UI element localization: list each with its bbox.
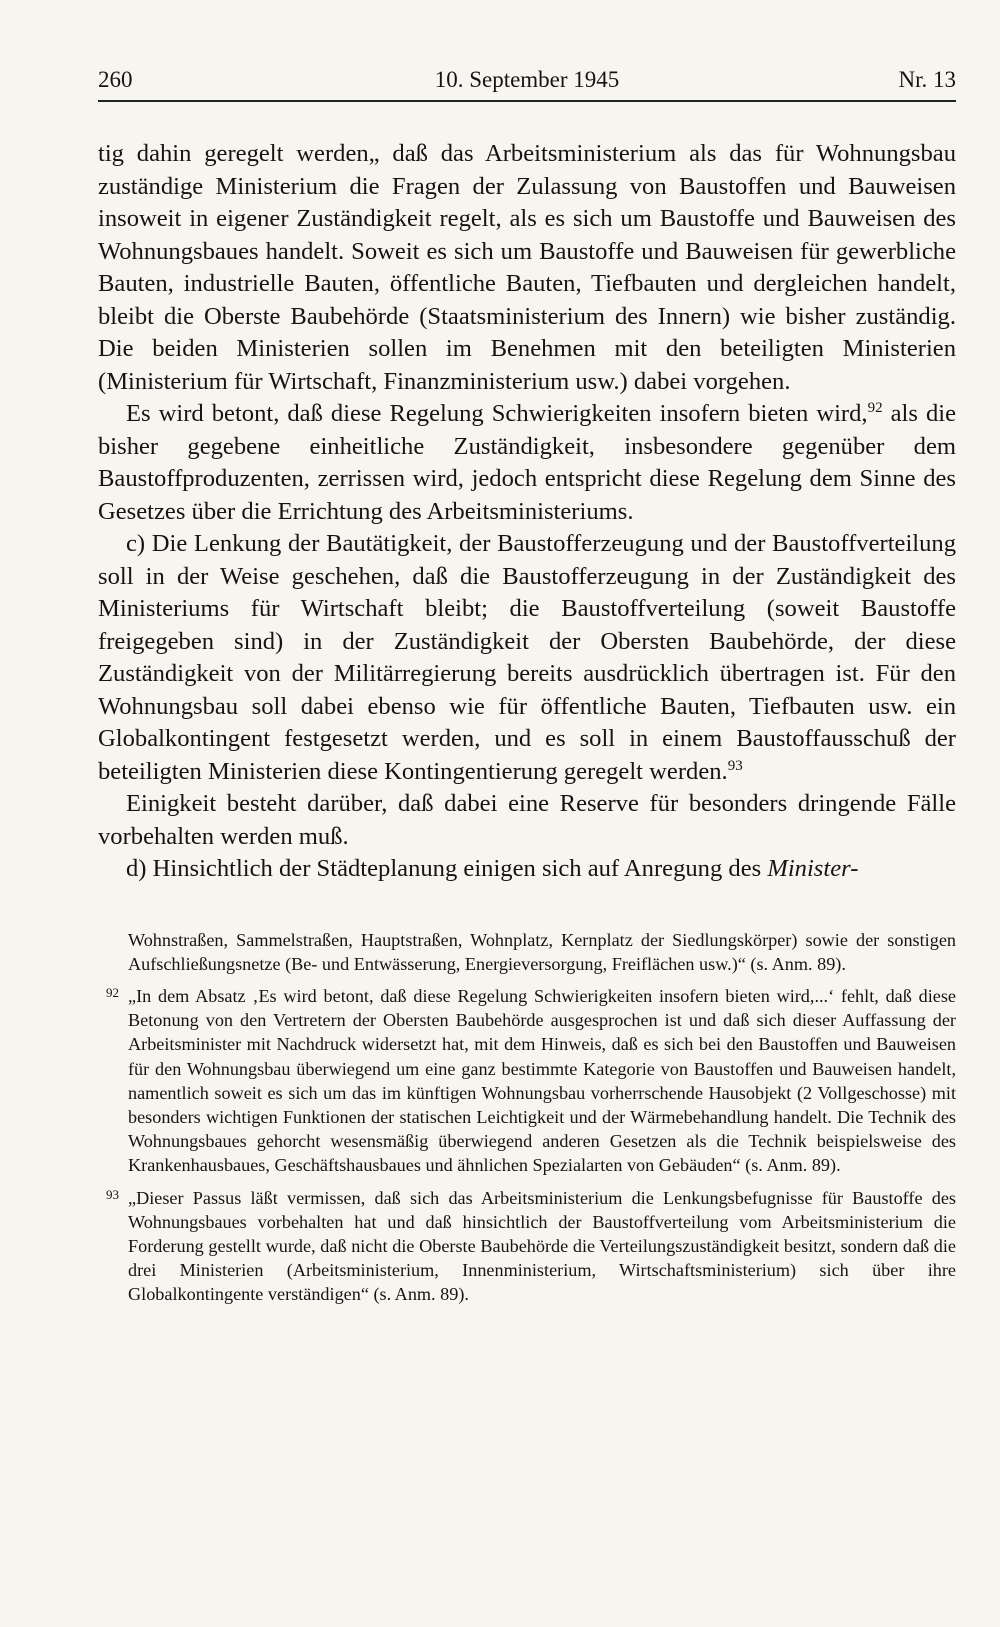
footnote-92-text: „In dem Absatz ‚Es wird betont, daß diese Regelung Schwierigkeiten insofern bieten wird,...‘ fehlt, daß diese Betonung von den Vertretern der Obersten Baubehörde ausgesprochen ist und daß sich dieser Auffassung der Arbeitsminister mit Nachdruck widersetzt hat, mit dem Hinweis, daß es sich bei den Baustoffen und Bauweisen für den Wohnungsbau überwiegend um eine ganz bestimmte Kategorie von Baustoffen und Bauweisen handelt, namentlich soweit es sich um das im künftigen Wohnungsbau vorherrschende Hausobjekt (2 Vollgeschosse) mit besonders wichtigen Funktionen der statischen Leichtigkeit und der Wärmebehandlung handelt. Die Technik des Wohnungsbaues gehorcht wesensmäßig überwiegend anderen Gesetzen als die Technik beispielsweise des Krankenhausbaues, Geschäftshausbaues und ähnlichen Spezialarten von Gebäuden“ (s. Anm. 89). — [128, 985, 956, 1176]
main-text — [98, 138, 956, 886]
footnote-91-continuation — [98, 928, 956, 976]
footnote-92 — [98, 984, 956, 1178]
header-rule — [98, 100, 956, 102]
footnotes — [98, 928, 956, 1307]
issue-number: Nr. 13 — [898, 67, 956, 92]
paragraph-d-text: d) Hinsichtlich der Städteplanung einigen sich auf Anregung des — [126, 855, 768, 882]
running-head-date: 10. September 1945 — [434, 67, 620, 92]
footnote-ref-92: 92 — [867, 400, 883, 416]
footnote-91-text: Wohnstraßen, Sammelstraßen, Hauptstraßen, Wohnplatz, Kernplatz der Siedlungskörper) sowie der sonstigen Aufschließungsnetze (Be- und Entwässerung, Energieversorgung, Freiflächen usw.)“ (s. Anm. 89). — [128, 929, 956, 974]
paragraph-d-italic: Minister- — [767, 855, 859, 882]
running-head — [98, 64, 956, 96]
paragraph-continuation: tig dahin geregelt werden„ daß das Arbeitsministerium als das für Wohnungsbau zuständige Ministerium die Fragen der Zulassung von Baustoffen und Bauweisen insoweit in eigener Zuständigkeit regelt, als es sich um Baustoffe und Bauweisen des Wohnungsbaues handelt. Soweit es sich um Baustoffe und Bauweisen für gewerbliche Bauten, industrielle Bauten, öffentliche Bauten, Tiefbauten und dergleichen handelt, bleibt die Oberste Baubehörde (Staatsministerium des Innern) wie bisher zuständig. Die beiden Ministerien sollen im Benehmen mit den beteiligten Ministerien (Ministerium für Wirtschaft, Finanzministerium usw.) dabei vorgehen. — [98, 140, 956, 395]
footnote-92-number: 92 — [106, 984, 119, 1000]
paragraph-d-staedteplanung — [98, 853, 956, 886]
paragraph-c-lenkung — [98, 528, 956, 788]
footnote-93-text: „Dieser Passus läßt vermissen, daß sich das Arbeitsministerium die Lenkungsbefugnisse für Baustoffe des Wohnungsbaues vorbehalten hat und daß hinsichtlich der Baustoffverteilung vom Arbeitsministerium die Forderung gestellt wurde, daß nicht die Oberste Baubehörde die Verteilungszuständigkeit besitzt, sondern daß die drei Ministerien (Arbeitsministerium, Innenministerium, Wirtschaftsministerium) sich über ihre Globalkontingente verständigen“ (s. Anm. 89). — [128, 1187, 956, 1305]
footnote-93-number: 93 — [106, 1186, 119, 1202]
paragraph-regelung-rest: als die bisher gegebene einheitliche Zuständigkeit, insbesondere gegenüber dem Baustoffproduzenten, zerrissen wird, jedoch entspricht diese Regelung dem Sinne des Gesetzes über die Errichtung des Arbeitsministeriums. — [98, 400, 956, 525]
paragraph-regelung — [98, 398, 956, 528]
paragraph-c-text: c) Die Lenkung der Bautätigkeit, der Baustofferzeugung und der Baustoffverteilung soll in der Weise geschehen, daß die Baustofferzeugung in der Zuständigkeit des Ministeriums für Wirtschaft bleibt; die Baustoffverteilung (soweit Baustoffe freigegeben sind) in der Zuständigkeit der Obersten Baubehörde, der diese Zuständigkeit von der Militärregierung bereits ausdrücklich übertragen ist. Für den Wohnungsbau soll dabei ebenso wie für öffentliche Bauten, Tiefbauten usw. ein Globalkontingent festgesetzt werden, und es soll in einem Baustoffausschuß der beteiligten Ministerien diese Kontingentierung geregelt werden. — [98, 530, 956, 785]
paragraph-regelung-start: Es wird betont, daß diese Regelung Schwierigkeiten insofern bieten wird, — [126, 400, 868, 427]
page-number: 260 — [98, 67, 133, 92]
footnote-ref-93: 93 — [727, 757, 743, 774]
paragraph-einigkeit: Einigkeit besteht darüber, daß dabei eine Reserve für besonders dringende Fälle vorbehalten werden muß. — [98, 790, 956, 850]
footnote-93 — [98, 1186, 956, 1307]
